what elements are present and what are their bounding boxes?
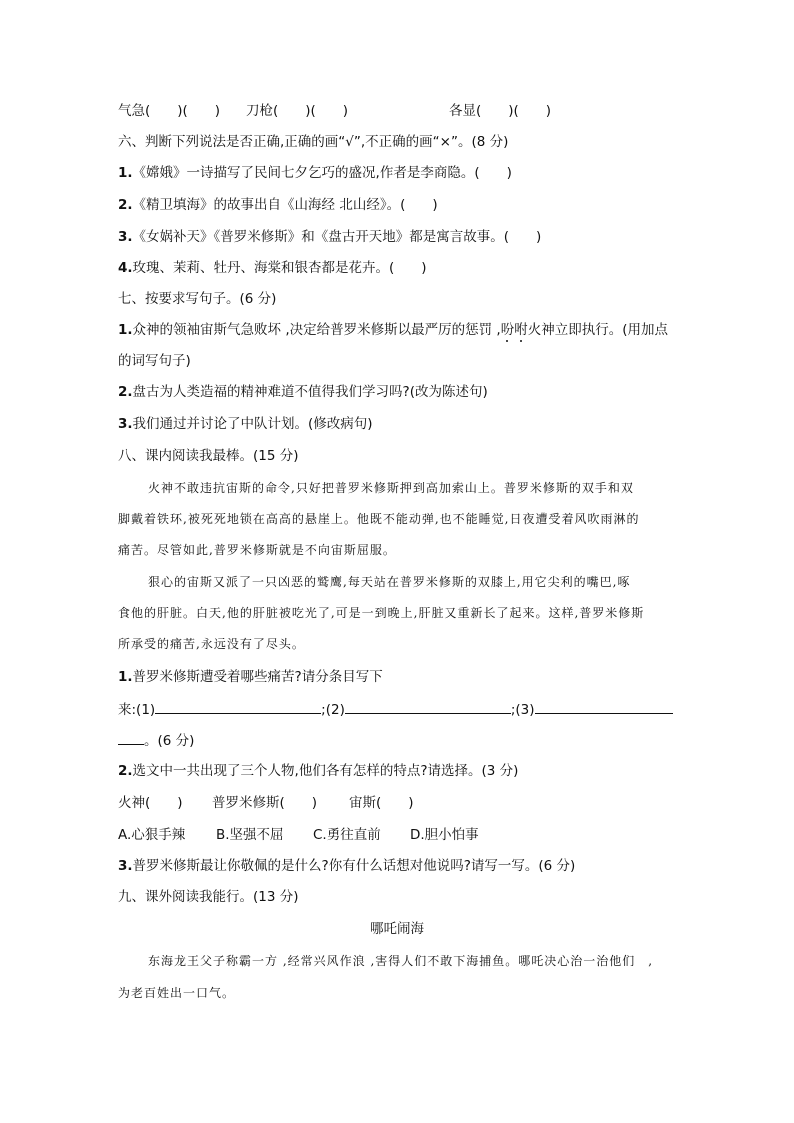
question-number: 2. <box>118 384 133 400</box>
answer-blanks-row <box>118 699 673 720</box>
answer-blank-2[interactable] <box>345 699 511 714</box>
section-6-question-3 <box>118 227 541 247</box>
blank-label: 来:(1) <box>118 702 156 718</box>
section-7-question-1-continued: 的词写句子) <box>118 353 191 369</box>
reading-passage-line: 痛苦。尽管如此,普罗米修斯就是不向宙斯屈服。 <box>118 543 396 557</box>
option-a: A.心狠手辣 <box>118 827 186 843</box>
question-number: 4. <box>118 260 133 276</box>
idiom-item-2: 刀枪( )( ) <box>246 103 349 119</box>
question-text: 火神立即执行。(用加点 <box>527 322 668 338</box>
question-text: 普罗米修斯遭受着哪些痛苦?请分条目写下 <box>132 669 383 685</box>
section-7-question-3 <box>118 414 373 434</box>
reading-passage-line: 食他的肝脏。白天,他的肝脏被吃光了,可是一到晚上,肝脏又重新长了起来。这样,普罗米修斯 <box>118 606 645 620</box>
question-number: 1. <box>118 669 133 685</box>
section-6-question-2 <box>118 195 438 215</box>
question-number: 2. <box>118 763 133 779</box>
section-7-title: 七、按要求写句子。(6 分) <box>118 291 277 307</box>
option-d: D.胆小怕事 <box>410 827 479 843</box>
question-number: 3. <box>118 416 133 432</box>
answer-blank-1[interactable] <box>155 699 321 714</box>
answer-blank-continuation <box>118 730 194 751</box>
reading-passage-line: 狠心的宙斯又派了一只凶恶的鹫鹰,每天站在普罗米修斯的双膝上,用它尖利的嘴巴,啄 <box>148 575 631 589</box>
question-text: 我们通过并讨论了中队计划。(修改病句) <box>132 416 373 432</box>
answer-blank-3-tail[interactable] <box>118 730 144 745</box>
idiom-item-1: 气急( )( ) <box>118 103 221 119</box>
section-8-question-2 <box>118 761 518 781</box>
character-fire-god: 火神( ) <box>118 795 183 811</box>
question-score: 。(6 分) <box>144 733 195 749</box>
option-c: C.勇往直前 <box>313 827 381 843</box>
question-number: 3. <box>118 229 133 245</box>
question-text: 盘古为人类造福的精神难道不值得我们学习吗?(改为陈述句) <box>132 384 488 400</box>
section-6-title: 六、判断下列说法是否正确,正确的画“√”,不正确的画“×”。(8 分) <box>118 134 509 150</box>
section-8-question-3 <box>118 856 575 876</box>
reading-passage-line: 所承受的痛苦,永远没有了尽头。 <box>118 637 305 651</box>
reading-passage-line: 为老百姓出一口气。 <box>118 986 236 1000</box>
reading-passage-line: 东海龙王父子称霸一方 ,经常兴风作浪 ,害得人们不敢下海捕鱼。哪吒决心治一治他们 , <box>148 954 654 968</box>
answer-blank-3[interactable] <box>535 699 673 714</box>
question-text: 选文中一共出现了三个人物,他们各有怎样的特点?请选择。(3 分) <box>132 763 519 779</box>
question-text: 《嫦娥》一诗描写了民间七夕乞巧的盛况,作者是李商隐。( ) <box>132 165 512 181</box>
question-number: 2. <box>118 197 133 213</box>
section-7-question-2 <box>118 382 488 402</box>
question-number: 1. <box>118 165 133 181</box>
section-8-question-1 <box>118 667 383 687</box>
question-text: 玫瑰、茉莉、牡丹、海棠和银杏都是花卉。( ) <box>132 260 427 276</box>
section-7-question-1 <box>118 320 668 340</box>
question-text: 《女娲补天》《普罗米修斯》和《盘古开天地》都是寓言故事。( ) <box>132 229 542 245</box>
question-text: 众神的领袖宙斯气急败坏 ,决定给普罗米修斯以最严厉的惩罚 , <box>132 322 501 338</box>
section-9-title: 九、课外阅读我能行。(13 分) <box>118 889 299 905</box>
reading-passage-line: 脚戴着铁环,被死死地锁在高高的悬崖上。他既不能动弹,也不能睡觉,日夜遭受着风吹雨淋的 <box>118 512 640 526</box>
reading-passage-line: 火神不敢违抗宙斯的命令,只好把普罗米修斯押到高加索山上。普罗米修斯的双手和双 <box>148 481 634 495</box>
question-text: 《精卫填海》的故事出自《山海经 北山经》。( ) <box>132 197 438 213</box>
question-number: 3. <box>118 858 133 874</box>
blank-label: ;(2) <box>321 702 345 718</box>
section-8-title: 八、课内阅读我最棒。(15 分) <box>118 448 299 464</box>
option-b: B.坚强不屈 <box>216 827 284 843</box>
section-6-question-1 <box>118 163 512 183</box>
question-text: 普罗米修斯最让你敬佩的是什么?你有什么话想对他说吗?请写一写。(6 分) <box>132 858 576 874</box>
dotted-char: 咐 <box>514 322 528 338</box>
story-title: 哪吒闹海 <box>370 921 424 937</box>
idiom-item-3: 各显( )( ) <box>449 103 552 119</box>
question-number: 1. <box>118 322 133 338</box>
section-6-question-4 <box>118 258 427 278</box>
blank-label: ;(3) <box>510 702 535 718</box>
character-prometheus: 普罗米修斯( ) <box>212 795 318 811</box>
character-zeus: 宙斯( ) <box>349 795 414 811</box>
dotted-char: 吩 <box>500 322 515 338</box>
